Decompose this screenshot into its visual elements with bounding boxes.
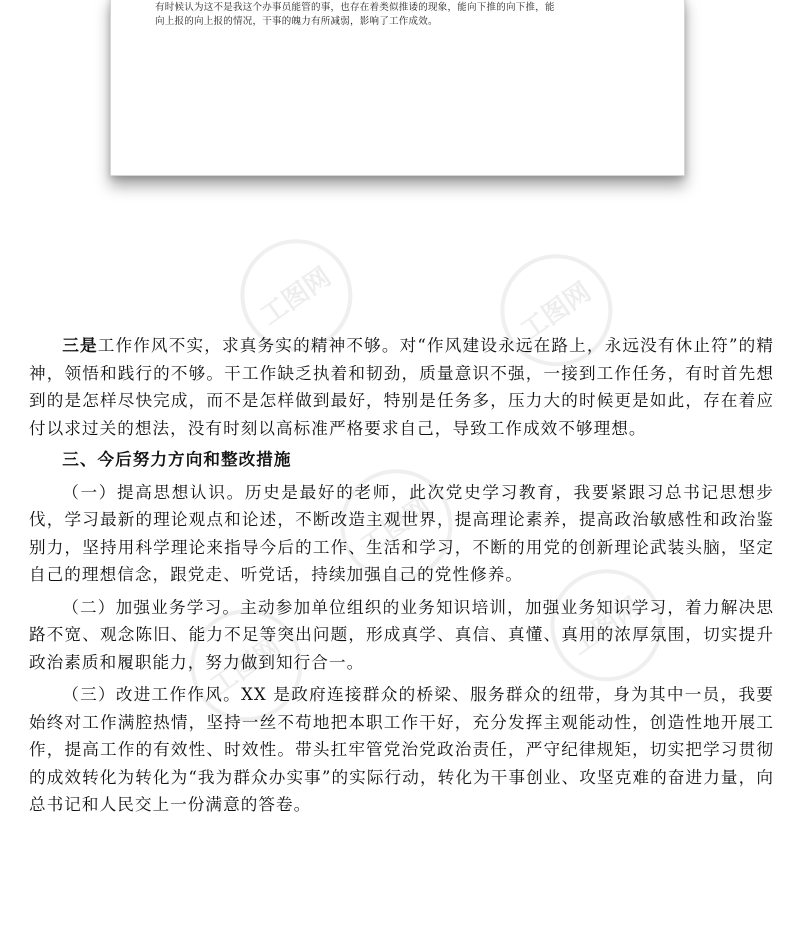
- preview-text-line: 有时候认为这不是我这个办事员能管的事，也存在着类似推诿的现象，能向下推的向下推，能: [155, 2, 555, 13]
- watermark-logo: 工图网: [204, 204, 385, 385]
- watermark-logo: 工图网: [464, 219, 645, 400]
- watermark-logo: 工图网: [304, 434, 485, 615]
- paragraph-improve-style: （三）改进工作作风。XX 是政府连接群众的桥梁、服务群众的纽带，身为其中一员，我要始终对工作满腔热情，坚持一丝不苟地把本职工作干好，充分发挥主观能动性，创造性地开展工作，提高工作的有效性、时效性。带头扛牢管党治党政治责任，严守纪律规矩，切实把学习贯彻的成效转化为转化为“我为群众办实事”的实际行动，转化为干事创业、攻坚克难的奋进力量，向总书记和人民交上一份满意的答卷。: [29, 685, 774, 814]
- paragraph-strengthen-study: （二）加强业务学习。主动参加单位组织的业务知识培训，加强业务知识学习，着力解决思路不宽、观念陈旧、能力不足等突出问题，形成真学、真信、真懂、真用的浓厚氛围，切实提升政治素质和履职能力，努力做到知行合一。: [29, 597, 774, 672]
- section-heading: 三、今后努力方向和整改措施: [62, 449, 292, 469]
- document-page-preview: [110, 0, 685, 176]
- watermark-logo: 工图网: [514, 534, 695, 715]
- paragraph-text: 工作作风不实，求真务实的精神不够。对“作风建设永远在路上，永远没有休止符”的精神，领悟和践行的不够。干工作缺乏执着和韧劲，质量意识不强，一接到工作任务，有时首先想到的是怎样尽快完成，而不是怎样做到最好，特别是任务多，压力大的时候更是如此，存在着应付以求过关的想法，没有时刻以高标准严格要求自己，导致工作成效不够理想。: [29, 336, 774, 438]
- watermark-logo: 工图网: [154, 574, 335, 755]
- document-body: [29, 332, 774, 819]
- paragraph-lead: 三是: [62, 335, 98, 355]
- preview-text-line: 向上报的向上报的情况，干事的魄力有所减弱，影响了工作成效。: [155, 16, 438, 27]
- paragraph-work-style: [29, 332, 774, 442]
- paragraph-improve-thinking: （一）提高思想认识。历史是最好的老师，此次党史学习教育，我要紧跟习总书记思想步伐，学习最新的理论观点和论述，不断改造主观世界，提高理论素养，提高政治敏感性和政治鉴别力，坚持用科学理论来指导今后的工作、生活和学习，不断的用党的创新理论武装头脑，坚定自己的理想信念，跟党走、听党话，持续加强自己的党性修养。: [29, 482, 774, 584]
